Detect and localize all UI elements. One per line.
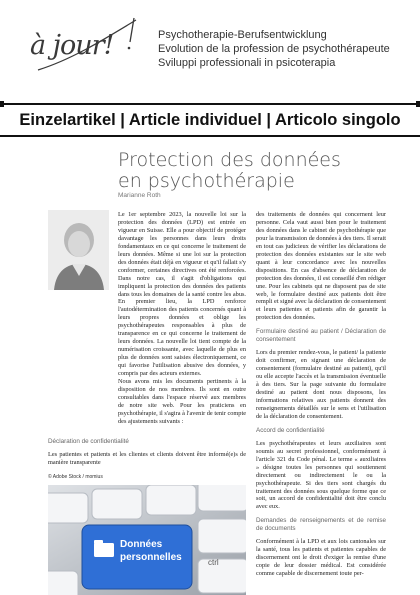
keyboard-photo [48,485,246,595]
paragraph: Les psychothérapeutes et leurs auxiliaires sont soumis au secret professionnel, conformément à l'article 321 du Code pénal. Le terme « auxiliaires » désigne toutes les personnes qui soutiennent directement ou indirectement le ou la psychothérapeute. Si des tiers sont chargés du traitement des données sous quelque forme que ce soit, un accord de confidentialité doit être conclu avec eux. [256,439,386,511]
article-title-line2: en psychothérapie [118,170,295,192]
logo-text: à jour! [30,30,114,61]
subhead-confidentiality-agreement: Accord de confidentialité [256,426,325,434]
bottom-rule [0,135,420,137]
keyboard-image [48,485,246,595]
article-title [118,150,418,192]
author-portrait [48,210,109,290]
photo-credit: © Adobe Stock / momius [48,474,103,480]
paragraph: des traitements de données qui concernent leur personne. Cela vaut aussi bien pour le traitement des données dans le cabinet de psychothérapie que pour la transmission de données à des tiers. Il serait en tout cas judicieux de vérifier les déclarations de protection des données existantes sur le site web quant à leur concordance avec les nouvelles dispositions. En cas d'absence de déclaration de protection des données, il est conseillé d'en rédiger une. Pour les cabinets qui ne disposent pas de site web, le formulaire destiné aux patients doit être rempli et signé avec la déclaration de consentement et leurs patientes et patients afin de garantir la protection des données. [256,211,386,322]
photo-key-ctrl: ctrl [208,558,219,567]
header-titles [158,28,390,70]
logo [30,12,145,92]
column-1 [118,211,246,426]
photo-key-label2: personnelles [120,552,182,563]
header-title-it: Sviluppi professionali in psicoterapia [158,57,336,69]
column-2 [256,211,386,578]
portrait-image [48,210,109,290]
paragraph: Lors du premier rendez-vous, le patient/ la patiente doit confirmer, en signant une déclaration de consentement (formulaire destiné au patient), qu'il ou elle accepte l'accès et la transmission éventuelle à des tiers. Sur la page suivante du formulaire destiné au patient dont nous disposons, les informations relatives aux patients donnent des renseignements détaillés sur le sens et l'utilisation de la déclaration de consentement. [256,349,386,420]
header-title-de: Psychotherapie-Berufsentwicklung [158,29,327,41]
photo-key-label1: Données [120,539,163,550]
article-type-banner: Einzelartikel | Article individuel | Articolo singolo [19,111,401,129]
paragraph: Nous avons mis les documents pertinents à la disposition de nos membres. Ils sont en outre consultables dans l'espace réservé aux membres de notre site web. Pour les praticiens en psychothérapie, il s'agira à l'avenir de tenir compte des ajustements suivants : [118,378,246,425]
paragraph: Les patientes et patients et les clientes et clients doivent être informé(e)s de manière transparente [48,450,246,466]
subhead-confidentiality: Déclaration de confidentialité [48,438,129,445]
paragraph: Conformément à la LPD et aux lois cantonales sur la santé, tous les patients et patientes capables de discernement ont le droit d'exiger la remise d'une copie de leur dossier médical. Est considérée comme capable de discernement toute per- [256,538,386,578]
paragraph: Le 1er septembre 2023, la nouvelle loi sur la protection des données (LPD) est entrée en vigueur en Suisse. Elle a pour objectif de protéger davantage les personnes dans leurs droits fondamentaux en ce qui concerne le traitement de leurs données. Même si une loi sur la protection des données était déjà en vigueur et qu'il fallait s'y conformer, certaines directives ont été renforcées. Dans notre cas, il s'agit d'obligations qui impliquent la protection des données des patients dans tous les domaines de la santé contre les abus. En premier lieu, la LPD renforce l'autodétermination des patients concernés quant à leurs propres données et oblige les psychothérapeutes responsables à plus de transparence en ce qui concerne le traitement de leurs données. La nouvelle loi tient compte de la numérisation croissante, avec laquelle de plus en plus de données sont saisies électroniquement, ce qui favorise l'utilisation abusive des données, y compris par des acteurs externes. [118,211,246,378]
column-1-lower [48,432,246,467]
subhead-information-requests: Demandes de renseignements et de remise de documents [256,517,386,533]
header-title-fr: Evolution de la profession de psychothérapeute [158,43,390,55]
article-title-line1: Protection des données [118,149,341,171]
article-author: Marianne Roth [118,192,161,199]
subhead-patient-form: Formulaire destiné au patient / Déclaration de consentement [256,328,386,344]
page-header [0,0,420,100]
